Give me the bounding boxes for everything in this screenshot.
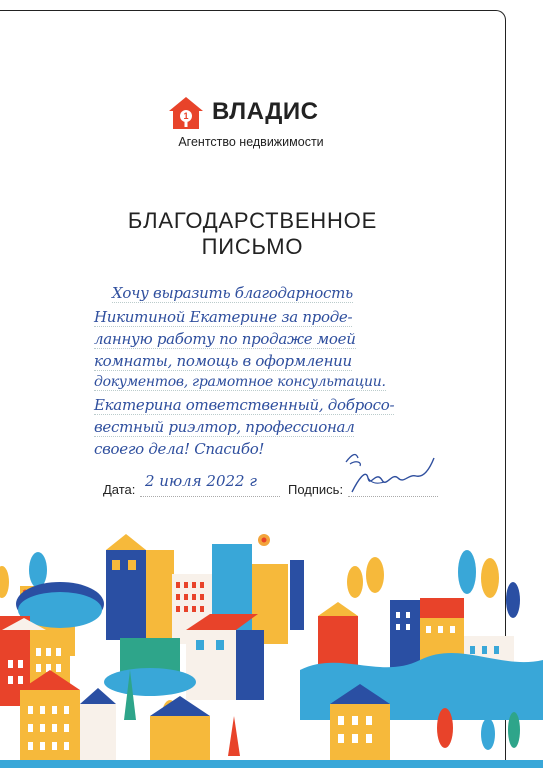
handwritten-body [92, 282, 442, 462]
date-label: Дата: [103, 482, 136, 497]
brand-tagline: Агентство недвижимости [178, 135, 324, 149]
handwritten-line: документов, грамотное консультации. [94, 374, 386, 390]
brand-name: ВЛАДИС [212, 98, 319, 125]
handwritten-line: вестный риэлтор, профессионал [94, 418, 355, 436]
handwritten-line: своего дела! Спасибо! [94, 440, 265, 458]
handwritten-line: комнаты, помощь в оформлении [94, 352, 352, 370]
company-logo [168, 96, 338, 156]
handwritten-signature [338, 440, 438, 500]
handwritten-line: Никитиной Екатерине за проде- [94, 308, 353, 326]
handwritten-line: ланную работу по продаже моей [94, 330, 356, 348]
letter-title-line-1: БЛАГОДАРСТВЕННОЕ [127, 208, 378, 233]
date-value: 2 июля 2022 г [145, 472, 257, 490]
date-dotline [140, 496, 280, 497]
city-illustration [0, 520, 543, 768]
house-key-icon [168, 96, 204, 130]
signature-label: Подпись: [288, 482, 344, 497]
handwritten-line: Екатерина ответственный, добросо- [94, 396, 395, 414]
house-number: 1 [183, 111, 189, 121]
letter-title-line-2: ПИСЬМО [201, 234, 304, 259]
handwritten-line: Хочу выразить благодарность [112, 284, 353, 302]
